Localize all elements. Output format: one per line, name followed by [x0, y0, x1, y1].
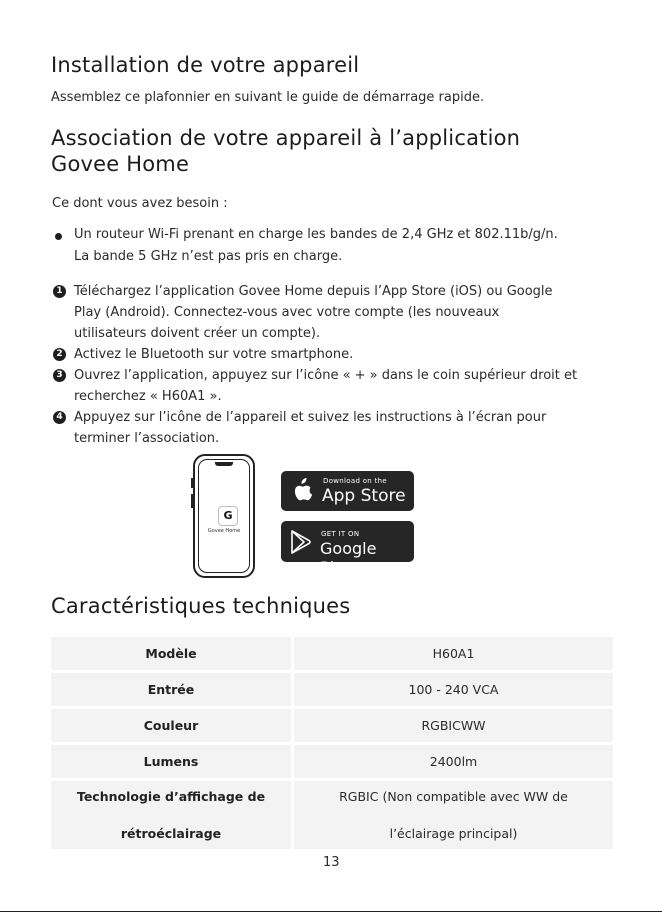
step-3-number-icon: 3: [53, 369, 66, 382]
phone-side-button: [191, 478, 193, 488]
app-name-label: Govee Home: [207, 528, 241, 534]
phone-notch: [215, 462, 233, 466]
step-2-number-icon: 2: [53, 348, 66, 361]
router-requirement-line1: Un routeur Wi-Fi prenant en charge les bandes de 2,4 GHz et 802.11b/g/n.: [74, 227, 558, 242]
needs-label: Ce dont vous avez besoin :: [52, 196, 228, 211]
step-1-line2: Play (Android). Connectez-vous avec votre compte (les nouveaux: [74, 305, 500, 320]
spec-value: RGBICWW: [294, 709, 613, 742]
spec-key-line2: rétroéclairage: [120, 826, 222, 841]
app-store-badge[interactable]: [281, 471, 414, 511]
spec-value: H60A1: [294, 637, 613, 670]
install-heading: Installation de votre appareil: [51, 53, 360, 77]
spec-key: Modèle: [51, 637, 291, 670]
phone-side-button: [191, 494, 193, 508]
google-play-big-text: Google Play: [320, 539, 377, 577]
step-1-line1: Téléchargez l’application Govee Home depuis l’App Store (iOS) ou Google: [74, 284, 553, 299]
step-4-line2: terminer l’association.: [74, 431, 220, 446]
step-4-line1: Appuyez sur l’icône de l’appareil et suivez les instructions à l’écran pour: [74, 410, 547, 425]
install-text: Assemblez ce plafonnier en suivant le guide de démarrage rapide.: [51, 90, 485, 105]
spec-row-color: [51, 709, 613, 742]
spec-value: [294, 781, 613, 849]
step-1-number-icon: 1: [53, 285, 66, 298]
bullet-icon: [55, 233, 62, 240]
spec-key: Couleur: [51, 709, 291, 742]
spec-row-model: [51, 637, 613, 670]
association-heading-line2: Govee Home: [51, 152, 190, 176]
spec-value: 100 - 240 VCA: [294, 673, 613, 706]
step-4-number-icon: 4: [53, 411, 66, 424]
govee-app-icon: G: [218, 506, 238, 526]
spec-value-line2: l’éclairage principal): [389, 826, 518, 841]
spec-value-line1: RGBIC (Non compatible avec WW de: [339, 789, 568, 804]
phone-screen: [198, 459, 250, 573]
association-heading-line1: Association de votre appareil à l’application: [51, 126, 521, 150]
google-play-small-text: GET IT ON: [321, 530, 360, 538]
google-play-badge[interactable]: [281, 521, 414, 577]
spec-row-lumens: [51, 745, 613, 778]
router-requirement-line2: La bande 5 GHz n’est pas pris en charge.: [74, 249, 343, 264]
spec-row-input: [51, 673, 613, 706]
step-2-line1: Activez le Bluetooth sur votre smartphone.: [74, 347, 354, 362]
phone-illustration: [193, 454, 255, 578]
apple-icon: [293, 478, 313, 502]
spec-key: [51, 781, 291, 849]
spec-key-line1: Technologie d’affichage de: [76, 789, 266, 804]
google-play-icon: [291, 530, 313, 554]
step-3-line2: recherchez « H60A1 ».: [74, 389, 222, 404]
bottom-rule: [0, 911, 662, 912]
spec-key: Lumens: [51, 745, 291, 778]
spec-row-backlight: [51, 781, 613, 849]
spec-value: 2400lm: [294, 745, 613, 778]
step-1-line3: utilisateurs doivent créer un compte).: [74, 326, 321, 341]
spec-key: Entrée: [51, 673, 291, 706]
page-number: 13: [323, 855, 340, 870]
app-store-small-text: Download on the: [323, 477, 387, 485]
app-store-big-text: App Store: [322, 486, 406, 506]
step-3-line1: Ouvrez l’application, appuyez sur l’icône « + » dans le coin supérieur droit et: [74, 368, 578, 383]
specs-heading: Caractéristiques techniques: [51, 594, 351, 618]
